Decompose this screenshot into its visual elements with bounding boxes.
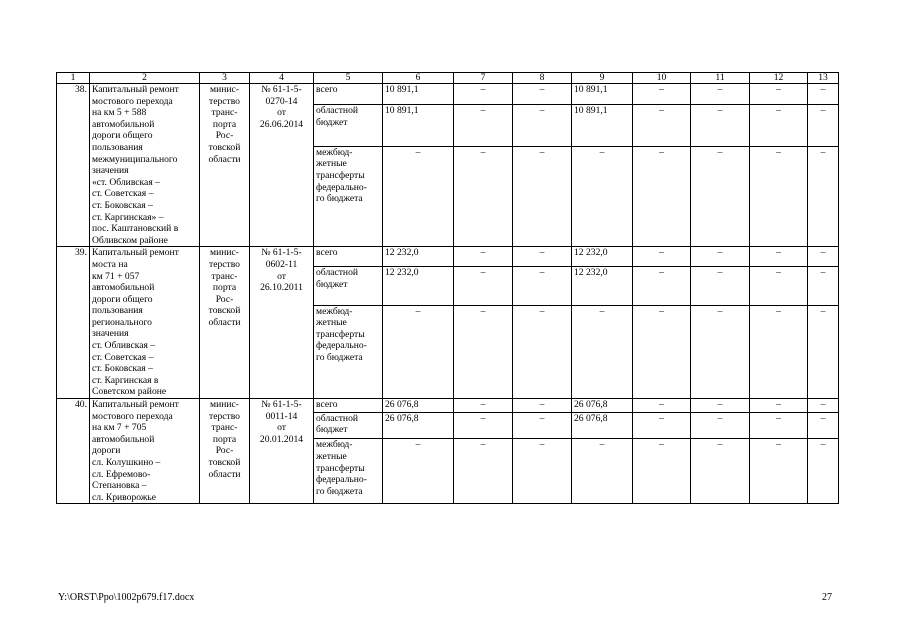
- value-cell: –: [513, 267, 572, 305]
- value-cell: –: [454, 247, 513, 267]
- funding-source-line: всего: [316, 399, 338, 411]
- object-name-line: Обливском районе: [92, 234, 168, 246]
- col-header: 6: [383, 73, 454, 84]
- value-cell: 10 891,1: [383, 105, 454, 146]
- responsible-org-line: Рос-: [215, 130, 234, 142]
- value-cell: –: [808, 399, 839, 413]
- funding-source-line: федерально-: [316, 474, 367, 486]
- responsible-org: [200, 399, 250, 504]
- value-cell: –: [750, 305, 808, 398]
- value-cell: –: [572, 305, 633, 398]
- value-cell: –: [691, 439, 750, 504]
- document-ref-line: 0011-14: [265, 410, 298, 422]
- object-name-line: Капитальный ремонт: [92, 84, 179, 95]
- funding-source-line: межбюд-: [316, 439, 353, 451]
- entry-number: 39.: [57, 247, 90, 399]
- value-cell: 26 076,8: [572, 412, 633, 439]
- object-name-line: «ст. Обливская –: [92, 176, 160, 188]
- object-name-line: Капитальный ремонт: [92, 399, 179, 411]
- funding-source: [314, 399, 383, 413]
- value-cell: 10 891,1: [383, 84, 454, 105]
- object-name-line: Советском районе: [92, 386, 167, 398]
- value-cell: –: [808, 247, 839, 267]
- object-name-line: межмуниципального: [92, 153, 178, 165]
- object-name-line: пос. Каштановский в: [92, 223, 179, 235]
- value-cell: –: [513, 105, 572, 146]
- object-name-line: автомобильной: [92, 118, 155, 130]
- document-ref-line: от: [277, 422, 286, 434]
- funding-source-line: межбюд-: [316, 146, 353, 158]
- object-name-line: ст. Советская –: [92, 351, 154, 363]
- value-cell: –: [750, 412, 808, 439]
- responsible-org-line: минис-: [210, 399, 239, 411]
- funding-source-line: трансферты: [316, 462, 365, 474]
- object-name-line: значения: [92, 328, 129, 340]
- document-ref-line: от: [277, 107, 286, 119]
- table-row: [57, 84, 839, 105]
- responsible-org-line: минис-: [210, 84, 239, 95]
- object-name-line: ст. Боковская –: [92, 363, 153, 375]
- value-cell: –: [691, 412, 750, 439]
- funding-source-line: бюджет: [316, 424, 348, 436]
- funding-source-line: всего: [316, 84, 338, 95]
- value-cell: 12 232,0: [383, 247, 454, 267]
- document-ref-line: № 61-1-5-: [261, 84, 302, 95]
- object-name-line: Степановка –: [92, 480, 147, 492]
- value-cell: 12 232,0: [572, 247, 633, 267]
- value-cell: –: [633, 146, 691, 247]
- value-cell: –: [513, 412, 572, 439]
- funding-source-line: го бюджета: [316, 193, 363, 205]
- value-cell: –: [454, 146, 513, 247]
- document-ref-line: 26.10.2011: [260, 282, 303, 294]
- responsible-org-line: терство: [209, 410, 240, 422]
- value-cell: –: [633, 267, 691, 305]
- footer-file-path: Y:\ORST\Ppo\1002p679.f17.docx: [58, 592, 195, 603]
- value-cell: –: [808, 305, 839, 398]
- responsible-org-line: области: [208, 468, 241, 480]
- value-cell: –: [691, 105, 750, 146]
- object-name-line: ст. Каргинская» –: [92, 211, 164, 223]
- table-row: [57, 247, 839, 267]
- table-body: [57, 84, 839, 504]
- value-cell: –: [513, 84, 572, 105]
- object-name-line: сл. Колушкино –: [92, 457, 161, 468]
- value-cell: –: [633, 84, 691, 105]
- object-name-line: км 71 + 057: [92, 270, 140, 282]
- object-name-line: на км 5 + 588: [92, 107, 147, 119]
- funding-source-line: федерально-: [316, 181, 367, 193]
- value-cell: –: [572, 146, 633, 247]
- document-ref-line: 0602-11: [265, 258, 298, 270]
- value-cell: –: [750, 267, 808, 305]
- funding-source-line: трансферты: [316, 328, 365, 340]
- col-header: 13: [808, 73, 839, 84]
- col-header: 8: [513, 73, 572, 84]
- value-cell: –: [454, 84, 513, 105]
- responsible-org-line: области: [208, 153, 241, 165]
- value-cell: –: [513, 305, 572, 398]
- document-ref-line: 20.01.2014: [259, 433, 304, 445]
- funding-source-line: жетные: [316, 317, 347, 329]
- responsible-org-line: области: [208, 316, 241, 328]
- value-cell: –: [383, 146, 454, 247]
- value-cell: –: [750, 146, 808, 247]
- responsible-org-line: порта: [212, 118, 237, 130]
- responsible-org-line: товской: [208, 305, 241, 317]
- col-header: 5: [314, 73, 383, 84]
- value-cell: –: [383, 439, 454, 504]
- funding-source-line: федерально-: [316, 340, 367, 352]
- object-name-line: ст. Обливская –: [92, 340, 156, 352]
- value-cell: –: [691, 267, 750, 305]
- object-name-line: моста на: [92, 258, 128, 270]
- funding-source-line: областной: [316, 105, 359, 117]
- col-header: 10: [633, 73, 691, 84]
- responsible-org-line: терство: [209, 95, 240, 107]
- responsible-org-line: терство: [209, 258, 240, 270]
- object-name: [90, 399, 200, 504]
- value-cell: –: [633, 305, 691, 398]
- object-name-line: пользования: [92, 305, 143, 317]
- responsible-org: [200, 84, 250, 247]
- value-cell: –: [513, 439, 572, 504]
- document-ref: [250, 84, 314, 247]
- responsible-org-line: минис-: [210, 247, 239, 259]
- value-cell: –: [691, 146, 750, 247]
- funding-source-line: бюджет: [316, 117, 348, 129]
- responsible-org-line: транс-: [211, 107, 238, 119]
- entry-number: 40.: [57, 399, 90, 504]
- value-cell: –: [808, 105, 839, 146]
- funding-source: [314, 305, 383, 398]
- col-header: 4: [250, 73, 314, 84]
- value-cell: –: [633, 399, 691, 413]
- value-cell: –: [572, 439, 633, 504]
- object-name-line: сл. Криворожье: [92, 491, 157, 503]
- funding-source: [314, 146, 383, 247]
- entry-number: 38.: [57, 84, 90, 247]
- funding-source: [314, 105, 383, 146]
- funding-source-line: го бюджета: [316, 351, 363, 363]
- col-header: 9: [572, 73, 633, 84]
- value-cell: –: [691, 305, 750, 398]
- value-cell: –: [808, 84, 839, 105]
- value-cell: 26 076,8: [383, 399, 454, 413]
- value-cell: 12 232,0: [572, 267, 633, 305]
- value-cell: –: [454, 412, 513, 439]
- value-cell: –: [454, 399, 513, 413]
- value-cell: –: [691, 399, 750, 413]
- value-cell: –: [691, 247, 750, 267]
- object-name-line: ст. Каргинская в: [92, 374, 159, 386]
- value-cell: 26 076,8: [572, 399, 633, 413]
- object-name-line: регионального: [92, 316, 152, 328]
- value-cell: –: [513, 247, 572, 267]
- value-cell: –: [750, 439, 808, 504]
- responsible-org-line: транс-: [211, 422, 238, 434]
- col-header: 12: [750, 73, 808, 84]
- value-cell: 10 891,1: [572, 105, 633, 146]
- header-row: [57, 73, 839, 84]
- object-name: [90, 84, 200, 247]
- funding-source: [314, 84, 383, 105]
- funding-source-line: жетные: [316, 158, 347, 170]
- object-name-line: мостового перехода: [92, 410, 173, 422]
- value-cell: –: [808, 146, 839, 247]
- document-ref-line: № 61-1-5-: [261, 399, 302, 411]
- funding-source-line: го бюджета: [316, 485, 363, 497]
- value-cell: –: [750, 84, 808, 105]
- funding-source: [314, 439, 383, 504]
- document-ref: [250, 247, 314, 399]
- object-name-line: дороги общего: [92, 130, 153, 142]
- responsible-org-line: товской: [208, 457, 241, 468]
- value-cell: –: [750, 399, 808, 413]
- object-name-line: пользования: [92, 141, 143, 153]
- object-name-line: ст. Советская –: [92, 188, 154, 200]
- responsible-org-line: порта: [212, 282, 237, 294]
- document-ref-line: 26.06.2014: [259, 118, 304, 130]
- funding-source: [314, 267, 383, 305]
- col-header: 1: [57, 73, 90, 84]
- object-name-line: дороги общего: [92, 293, 153, 305]
- object-name-line: автомобильной: [92, 282, 155, 294]
- document-ref-line: от: [277, 270, 286, 282]
- object-name-line: сл. Ефремово-: [92, 468, 151, 480]
- value-cell: –: [750, 105, 808, 146]
- value-cell: –: [383, 305, 454, 398]
- document-ref-line: № 61-1-5-: [261, 247, 302, 259]
- col-header: 11: [691, 73, 750, 84]
- value-cell: –: [454, 105, 513, 146]
- col-header: 3: [200, 73, 250, 84]
- responsible-org-line: транс-: [211, 270, 238, 282]
- value-cell: 12 232,0: [383, 267, 454, 305]
- funding-source-line: областной: [316, 267, 359, 279]
- col-header: 2: [90, 73, 200, 84]
- funding-source-line: бюджет: [316, 278, 348, 290]
- value-cell: –: [454, 439, 513, 504]
- funding-source-line: всего: [316, 247, 338, 259]
- object-name-line: автомобильной: [92, 433, 155, 445]
- value-cell: 26 076,8: [383, 412, 454, 439]
- responsible-org-line: Рос-: [215, 293, 234, 305]
- document-ref: [250, 399, 314, 504]
- object-name-line: мостового перехода: [92, 95, 173, 107]
- responsible-org: [200, 247, 250, 399]
- value-cell: –: [454, 267, 513, 305]
- object-name-line: ст. Боковская –: [92, 199, 153, 211]
- object-name-line: дороги: [92, 445, 121, 457]
- col-header: 7: [454, 73, 513, 84]
- value-cell: –: [513, 146, 572, 247]
- document-ref-line: 0270-14: [265, 95, 298, 107]
- value-cell: –: [633, 412, 691, 439]
- responsible-org-line: товской: [208, 141, 241, 153]
- value-cell: –: [750, 247, 808, 267]
- value-cell: –: [691, 84, 750, 105]
- object-name-line: Капитальный ремонт: [92, 247, 179, 259]
- value-cell: –: [808, 412, 839, 439]
- object-name-line: на км 7 + 705: [92, 422, 147, 434]
- program-table: [56, 72, 839, 504]
- funding-source-line: межбюд-: [316, 305, 353, 317]
- value-cell: –: [633, 105, 691, 146]
- value-cell: 10 891,1: [572, 84, 633, 105]
- object-name-line: значения: [92, 165, 129, 177]
- page-number: 27: [822, 592, 832, 603]
- funding-source-line: трансферты: [316, 169, 365, 181]
- object-name: [90, 247, 200, 399]
- value-cell: –: [633, 247, 691, 267]
- value-cell: –: [513, 399, 572, 413]
- table-row: [57, 399, 839, 413]
- funding-source: [314, 412, 383, 439]
- responsible-org-line: порта: [212, 433, 237, 445]
- value-cell: –: [808, 439, 839, 504]
- value-cell: –: [454, 305, 513, 398]
- responsible-org-line: Рос-: [215, 445, 234, 457]
- value-cell: –: [633, 439, 691, 504]
- value-cell: –: [808, 267, 839, 305]
- funding-source-line: жетные: [316, 451, 347, 463]
- funding-source: [314, 247, 383, 267]
- funding-source-line: областной: [316, 412, 359, 424]
